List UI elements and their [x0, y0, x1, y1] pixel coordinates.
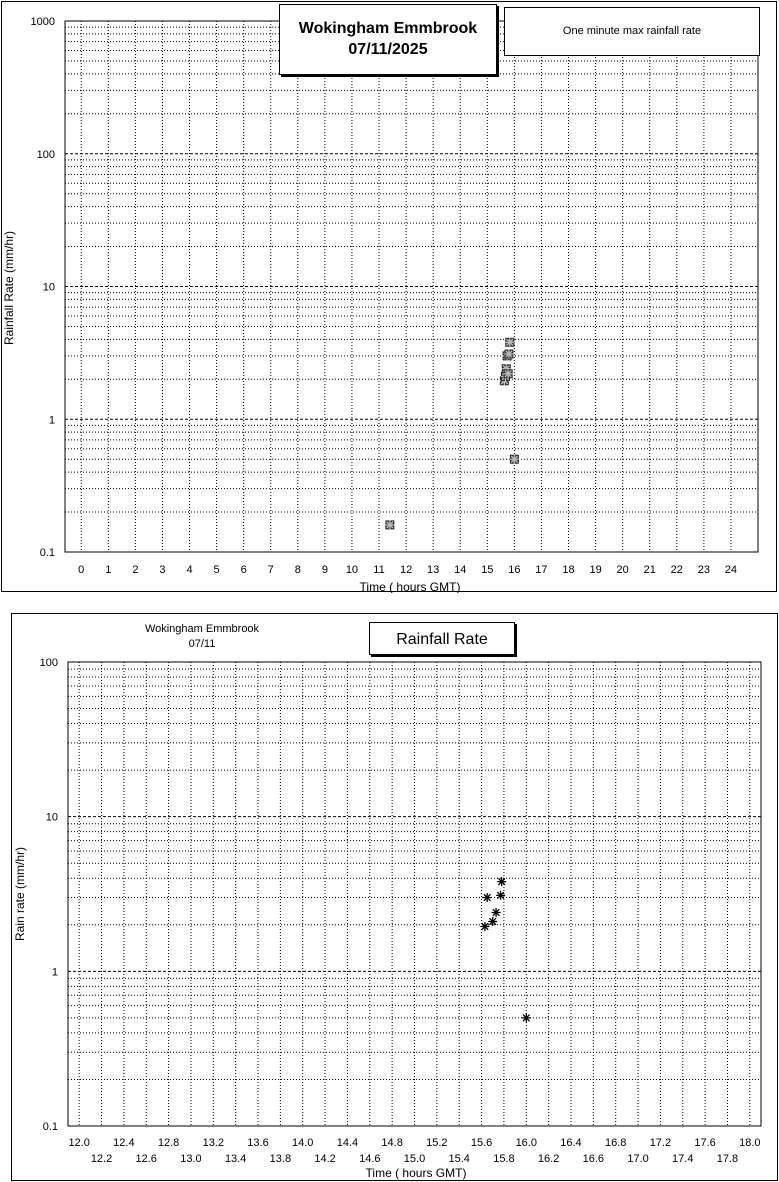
- x-tick-label: 12.2: [90, 1153, 113, 1165]
- daily-x-ticks: [78, 564, 737, 576]
- x-tick-label: 14.8: [381, 1137, 403, 1149]
- x-tick-label: 14.0: [292, 1137, 314, 1149]
- x-tick-label: 14.4: [336, 1137, 359, 1149]
- y-tick-label: 100: [36, 148, 55, 161]
- x-tick-label: 11: [373, 564, 385, 576]
- x-tick-label: 15.0: [403, 1153, 426, 1165]
- x-tick-label: 23: [697, 564, 710, 576]
- data-point: [488, 917, 497, 926]
- x-tick-label: 18.0: [739, 1137, 761, 1149]
- x-tick-label: 3: [159, 564, 166, 576]
- daily-station-name: Wokingham Emmbrook: [298, 20, 478, 37]
- data-point: [505, 338, 514, 347]
- x-tick-label: 15.2: [426, 1137, 448, 1149]
- data-point: [496, 891, 505, 900]
- x-tick-label: 19: [589, 564, 602, 576]
- x-tick-label: 15.4: [448, 1153, 470, 1165]
- data-point: [483, 893, 492, 902]
- zoom-chart-svg: [12, 614, 779, 1182]
- y-tick-label: 1: [48, 414, 55, 427]
- x-tick-label: 10: [345, 564, 359, 576]
- x-tick-label: 9: [321, 564, 328, 576]
- data-point: [504, 350, 513, 359]
- zoom-date: 07/11: [188, 638, 216, 650]
- daily-grid: [65, 21, 758, 552]
- x-tick-label: 20: [616, 564, 629, 576]
- x-tick-label: 24: [724, 564, 738, 576]
- zoom-y-ticks: [40, 657, 58, 1133]
- x-tick-label: 15: [481, 564, 494, 576]
- x-tick-label: 6: [240, 564, 247, 576]
- zoom-station-name: Wokingham Emmbrook: [144, 623, 260, 635]
- daily-chart-title: [279, 4, 497, 75]
- x-tick-label: 4: [186, 564, 193, 576]
- x-tick-label: 12: [399, 564, 413, 576]
- x-tick-label: 14.6: [359, 1153, 381, 1165]
- zoom-station-block: [112, 622, 292, 652]
- x-tick-label: 17.6: [694, 1137, 716, 1149]
- daily-series-points: [385, 338, 519, 530]
- x-tick-label: 14: [454, 564, 467, 576]
- daily-x-axis-title: Time ( hours GMT): [359, 580, 461, 593]
- x-tick-label: 13.0: [180, 1153, 202, 1165]
- x-tick-label: 18: [562, 564, 575, 576]
- x-tick-label: 16.6: [582, 1153, 605, 1165]
- daily-y-ticks: [31, 16, 55, 559]
- y-tick-label: 10: [45, 811, 58, 824]
- x-tick-label: 12.0: [68, 1137, 90, 1149]
- zoom-x-ticks: [68, 1137, 760, 1165]
- daily-chart-svg: [2, 2, 778, 593]
- rainfall-rate-zoom-panel: [11, 613, 778, 1181]
- x-tick-label: 17.2: [649, 1137, 672, 1149]
- daily-legend-label: One minute max rainfall rate: [562, 25, 702, 37]
- data-point: [385, 520, 394, 529]
- x-tick-label: 17: [535, 564, 548, 576]
- x-tick-label: 15.6: [470, 1137, 493, 1149]
- daily-y-axis-title: Rainfall Rate (mm/hr): [2, 230, 16, 346]
- y-tick-label: 1: [51, 966, 58, 979]
- data-point: [510, 455, 519, 464]
- x-tick-label: 13.8: [269, 1153, 292, 1165]
- x-tick-label: 13: [427, 564, 440, 576]
- y-tick-label: 0.1: [39, 547, 55, 559]
- x-tick-label: 16: [508, 564, 521, 576]
- x-tick-label: 1: [105, 564, 112, 576]
- zoom-series-points: [480, 877, 530, 1022]
- daily-legend: [504, 7, 760, 56]
- x-tick-label: 12.8: [157, 1137, 180, 1149]
- x-tick-label: 15.8: [493, 1153, 515, 1165]
- x-tick-label: 8: [294, 564, 301, 576]
- x-tick-label: 21: [643, 564, 656, 576]
- y-tick-label: 0.1: [42, 1121, 58, 1133]
- zoom-chart-title: [369, 622, 515, 655]
- x-tick-label: 17.4: [672, 1153, 694, 1165]
- data-point: [492, 908, 501, 917]
- x-tick-label: 12.6: [135, 1153, 157, 1165]
- y-tick-label: 1000: [30, 16, 55, 28]
- x-tick-label: 22: [670, 564, 683, 576]
- x-tick-label: 16.8: [604, 1137, 627, 1149]
- x-tick-label: 16.4: [560, 1137, 582, 1149]
- x-tick-label: 7: [267, 564, 274, 576]
- data-point: [522, 1013, 531, 1022]
- data-point: [480, 922, 489, 931]
- data-point: [504, 369, 513, 378]
- y-tick-label: 10: [42, 281, 55, 294]
- x-tick-label: 16.0: [515, 1137, 537, 1149]
- x-tick-label: 17.0: [627, 1153, 649, 1165]
- y-tick-label: 100: [39, 657, 58, 669]
- zoom-x-axis-title: Time ( hours GMT): [365, 1166, 467, 1180]
- x-tick-label: 13.4: [224, 1153, 247, 1165]
- x-tick-label: 12.4: [113, 1137, 135, 1149]
- x-tick-label: 2: [132, 564, 139, 576]
- zoom-y-axis-title: Rain rate (mm/hr): [13, 846, 27, 942]
- x-tick-label: 14.2: [314, 1153, 336, 1165]
- x-tick-label: 5: [213, 564, 220, 576]
- x-tick-label: 13.2: [202, 1137, 225, 1149]
- data-point: [497, 877, 506, 886]
- rainfall-rate-daily-panel: [1, 1, 777, 592]
- x-tick-label: 13.6: [247, 1137, 269, 1149]
- x-tick-label: 17.8: [716, 1153, 739, 1165]
- zoom-grid: [68, 662, 761, 1126]
- x-tick-label: 0: [78, 564, 85, 576]
- zoom-chart-title-text: Rainfall Rate: [396, 631, 488, 648]
- daily-date: 07/11/2025: [348, 41, 428, 58]
- x-tick-label: 16.2: [537, 1153, 560, 1165]
